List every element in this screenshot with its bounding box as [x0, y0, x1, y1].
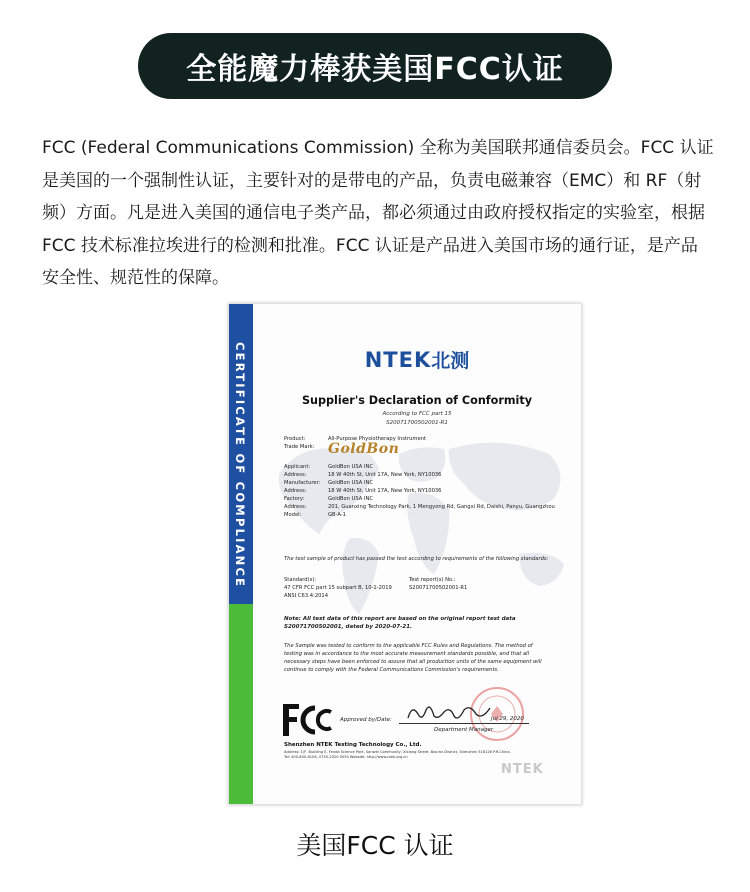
- address-line: Address: 1/F, Building E, Fenda Science Park, Sanwei Community, Xixiang Street, Bao'an District, Shenzhen 518126 P.R.China.: [284, 750, 511, 754]
- approval-date: Jul 29, 2020: [491, 716, 524, 722]
- field-row: [284, 495, 574, 503]
- fcc-logo-icon: [281, 702, 337, 738]
- compliance-note: The Sample was tested to conform to the applicable FCC Rules and Regulations. The method of testing was in accordance to the most accurate measurement standards possible, and that all necessary steps have been enforced to assure that all production units of the same equipment will continue to comply with the Federal Communications Commission's requirements.: [284, 643, 542, 673]
- field-value: 201, Guanxing Technology Park, 1 Mengyong Rd, Gangxi Rd, Daishi, Panyu, Guangzhou: [328, 504, 555, 510]
- sample-note: The test sample of product has passed the test according to requirements of the following standards:: [284, 556, 549, 562]
- field-value: GoldBon USA INC: [328, 496, 374, 502]
- field-row-trademark: [284, 443, 574, 463]
- field-label: Address:: [284, 472, 307, 478]
- field-label: Trade Mark:: [284, 444, 315, 450]
- field-value: All-Purpose Physiotherapy Instrument: [328, 436, 426, 442]
- standards-table: [284, 576, 554, 600]
- field-row: [284, 503, 574, 511]
- field-label: Applicant:: [284, 464, 311, 470]
- field-row: [284, 471, 574, 479]
- ntek-footer-logo: NTEK: [501, 762, 544, 777]
- field-row: [284, 511, 574, 519]
- field-label: Factory:: [284, 496, 305, 502]
- field-row: [284, 479, 574, 487]
- field-value: 18 W 40th St, Unit 17A, New York, NY10036: [328, 472, 442, 478]
- certificate-title: Supplier's Declaration of Conformity: [302, 394, 532, 407]
- field-value: GoldBon USA INC: [328, 480, 374, 486]
- field-label: Address:: [284, 504, 307, 510]
- field-label: Address:: [284, 488, 307, 494]
- page-title: 全能魔力棒获美国FCC认证: [138, 33, 612, 99]
- standards-row: [284, 584, 554, 592]
- department-label: Department Manager: [434, 727, 494, 733]
- standards-row: [284, 592, 554, 600]
- ntek-logo-en: NTEK: [364, 348, 432, 372]
- contact-line: Tel: 400-800-6106, 0755-2320 0050 Website: http://www.ntek.org.cn: [284, 755, 408, 759]
- field-value: 18 W 40th St, Unit 17A, New York, NY10036: [328, 488, 442, 494]
- company-address: [284, 750, 564, 760]
- certificate-side-band-green: [229, 604, 253, 804]
- field-row: [284, 487, 574, 495]
- intro-paragraph: FCC (Federal Communications Commission) 全称为美国联邦通信委员会。FCC 认证是美国的一个强制性认证，主要针对的是带电的产品，负责电磁兼容（EMC）和 RF（射频）方面。凡是进入美国的通信电子类产品，都必须通过由政府授权指定的实验室，根据 FCC 技术标准拉埃进行的检测和批准。FCC 认证是产品进入美国市场的通行证，是产品安全性、规范性的保障。: [42, 138, 714, 288]
- field-row: [284, 463, 574, 471]
- standard-item: 47 CFR FCC part 15 subpart B, 10-1-2019: [284, 585, 392, 591]
- fcc-certificate: [228, 303, 582, 805]
- field-value: GB-A-1: [328, 512, 346, 518]
- company-name: Shenzhen NTEK Testing Technology Co., Ltd.: [284, 742, 422, 748]
- image-caption: 美国FCC 认证: [296, 831, 454, 860]
- field-label: Model:: [284, 512, 302, 518]
- certificate-side-band: [229, 304, 253, 804]
- report-header: Test report(s) No.:: [409, 577, 456, 583]
- goldbon-trademark-logo: GoldBon: [328, 441, 400, 457]
- report-number: S20071700502001-R1: [409, 585, 468, 591]
- certificate-fields: [284, 435, 574, 519]
- field-label: Product:: [284, 436, 306, 442]
- standards-header: Standard(s):: [284, 577, 317, 583]
- approved-by-label: Approved by/Date:: [340, 717, 392, 723]
- signature-line: [399, 723, 529, 724]
- certificate-according: According to FCC part 15: [382, 411, 452, 417]
- standard-item: ANSI C63.4:2014: [284, 593, 329, 599]
- field-value: GoldBon USA INC: [328, 464, 374, 470]
- standards-header-row: [284, 576, 554, 584]
- ntek-logo-cn: 北测: [431, 350, 470, 372]
- certificate-side-label: CERTIFICATE OF COMPLIANCE: [233, 342, 247, 589]
- test-data-note: Note: All test data of this report are based on the original report test data S20071700502001, dated by 2020-07-21.: [284, 616, 516, 630]
- field-label: Manufacturer:: [284, 480, 321, 486]
- certificate-number: S20071700502001-R1: [386, 420, 448, 426]
- ntek-logo: [229, 346, 581, 373]
